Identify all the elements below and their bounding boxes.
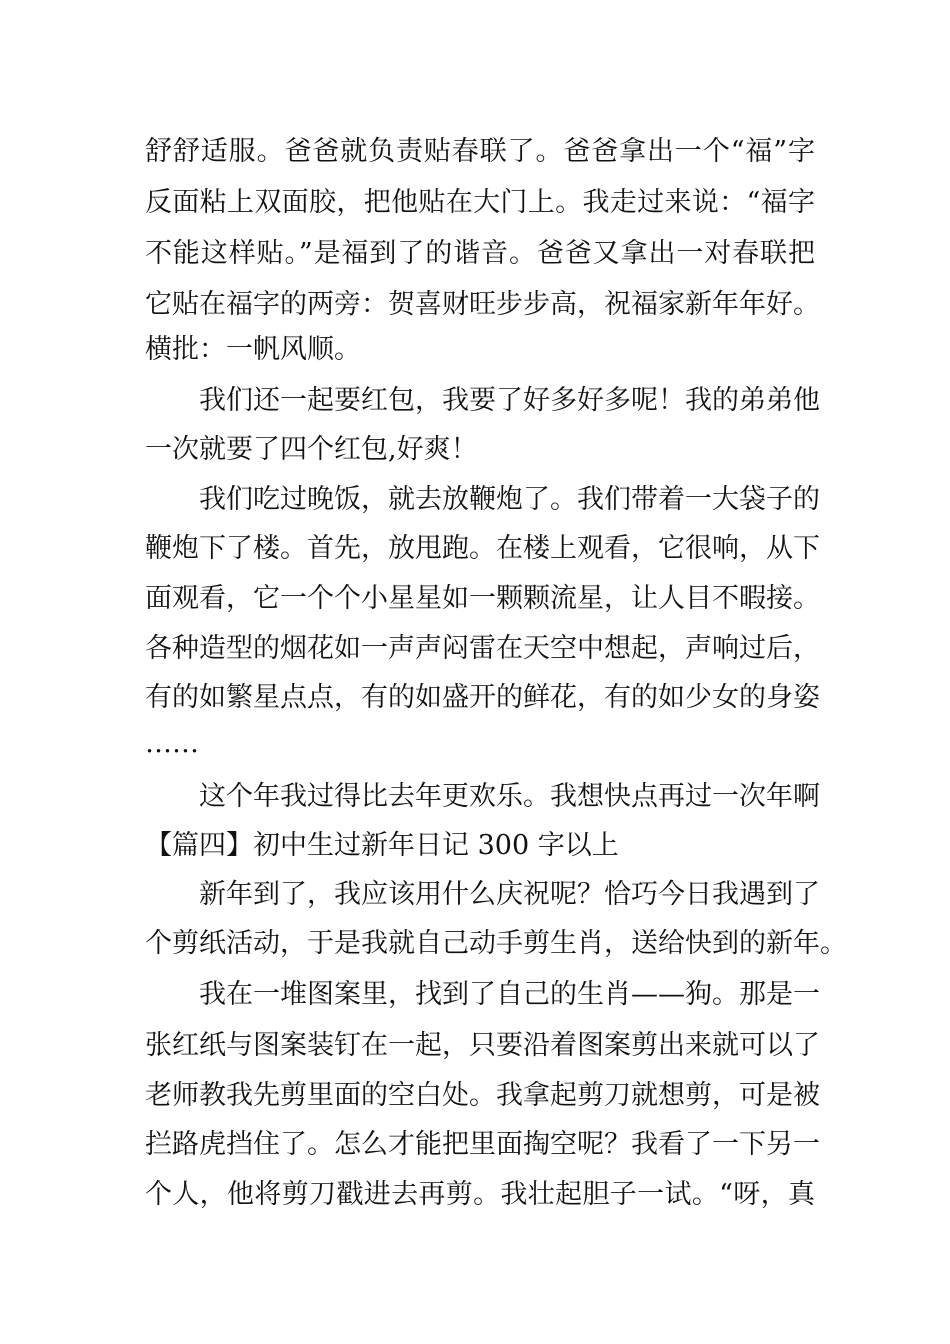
- text-line: 拦路虎挡住了。怎么才能把里面掏空呢？我看了一下另一: [145, 1129, 820, 1160]
- text-line: 张红纸与图案装钉在一起，只要沿着图案剪出来就可以了: [145, 1030, 820, 1061]
- section-heading: 【篇四】初中生过新年日记 300 字以上: [145, 830, 619, 861]
- text-line: 它贴在福字的两旁：贺喜财旺步步高，祝福家新年年好。: [145, 289, 820, 320]
- paragraph-first-line: 我们吃过晚饭，就去放鞭炮了。我们带着一大袋子的: [199, 484, 820, 515]
- text-line: 各种造型的烟花如一声声闷雷在天空中想起，声响过后，: [145, 633, 820, 664]
- paragraph-first-line: 新年到了，我应该用什么庆祝呢？恰巧今日我遇到了: [199, 879, 820, 910]
- text-line: 老师教我先剪里面的空白处。我拿起剪刀就想剪，可是被: [145, 1080, 820, 1111]
- paragraph-first-line: 这个年我过得比去年更欢乐。我想快点再过一次年啊: [199, 781, 820, 812]
- text-line: 面观看，它一个个小星星如一颗颗流星，让人目不暇接。: [145, 583, 820, 614]
- text-line: 不能这样贴。”是福到了的谐音。爸爸又拿出一对春联把: [145, 238, 815, 269]
- text-line: 个剪纸活动，于是我就自己动手剪生肖，送给快到的新年。: [145, 928, 847, 959]
- text-line: ……: [145, 728, 199, 759]
- text-line: 有的如繁星点点，有的如盛开的鲜花，有的如少女的身姿: [145, 682, 820, 713]
- paragraph-first-line: 我们还一起要红包，我要了好多好多呢！我的弟弟他: [199, 385, 820, 416]
- text-line: 舒舒适服。爸爸就负责贴春联了。爸爸拿出一个“福”字: [145, 136, 815, 167]
- text-line: 一次就要了四个红包,好爽！: [145, 434, 478, 465]
- text-line: 横批：一帆风顺。: [145, 334, 361, 365]
- text-line: 鞭炮下了楼。首先，放甩跑。在楼上观看，它很响，从下: [145, 533, 820, 564]
- text-line: 个人，他将剪刀戳进去再剪。我壮起胆子一试。“呀，真: [145, 1179, 815, 1210]
- text-line: 反面粘上双面胶，把他贴在大门上。我走过来说：“福字: [145, 187, 815, 218]
- paragraph-first-line: 我在一堆图案里，找到了自己的生肖——狗。那是一: [199, 979, 820, 1010]
